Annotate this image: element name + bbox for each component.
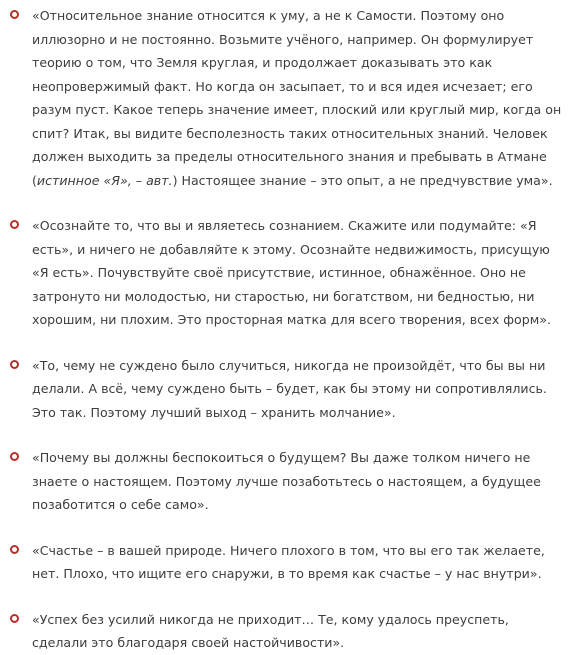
quote-item <box>0 214 574 332</box>
quote-item <box>0 354 574 425</box>
circle-bullet-icon <box>10 220 19 229</box>
quote-text-segment: «Относительное знание относится к уму, а не к Самости. Поэтому оно иллюзорно и не постоянно. Возьмите учёного, например. Он формулирует теорию о том, что Земля круглая, и продолжает доказывать это как неопровержимый факт. Но когда он засыпает, то и вся идея исчезает; его разум пуст. Какое теперь значение имеет, плоский или круглый мир, когда он спит? Итак, вы видите бесполезность таких относительных знаний. Человек должен выходить за пределы относительного знания и пребывать в Атмане ( <box>32 8 562 188</box>
circle-bullet-icon <box>10 614 19 623</box>
quote-text-italic-segment: истинное «Я», – авт. <box>36 172 173 188</box>
quote-text <box>32 8 561 188</box>
circle-bullet-icon <box>10 10 19 19</box>
quote-text: «Осознайте то, что вы и являетесь сознанием. Скажите или подумайте: «Я есть», и ничего не добавляйте к этому. Осознайте недвижимость, присущую «Я есть». Почувствуйте своё присутствие, истинное, обнажённое. Оно не затронуто ни молодостью, ни старостью, ни богатством, ни бедностью, ни хорошим, ни плохим. Это просторная матка для всего творения, всех форм». <box>32 218 551 327</box>
quote-text-segment: ) Настоящее знание – это опыт, а не предчувствие ума». <box>172 172 553 188</box>
quote-text: «Успех без усилий никогда не приходит… Те, кому удалось преуспеть, сделали это благодаря своей настойчивости». <box>32 611 509 650</box>
quote-text: «Счастье – в вашей природе. Ничего плохого в том, что вы его так желаете, нет. Плохо, что ищите его снаружи, в то время как счастье – у нас внутри». <box>32 542 545 581</box>
quote-item <box>0 4 574 192</box>
quote-text: «То, чему не суждено было случиться, никогда не произойдёт, что бы вы ни делали. А всё, чему суждено быть – будет, как бы этому ни сопротивлялись. Это так. Поэтому лучший выход – хранить молчание». <box>32 357 547 420</box>
quote-item <box>0 446 574 517</box>
circle-bullet-icon <box>10 360 19 369</box>
quote-item <box>0 608 574 655</box>
circle-bullet-icon <box>10 545 19 554</box>
quote-text: «Почему вы должны беспокоиться о будущем? Вы даже толком ничего не знаете о настоящем. Поэтому лучше позаботьтесь о настоящем, а будущее позаботится о себе само». <box>32 450 541 512</box>
circle-bullet-icon <box>10 452 19 461</box>
quote-item <box>0 539 574 586</box>
